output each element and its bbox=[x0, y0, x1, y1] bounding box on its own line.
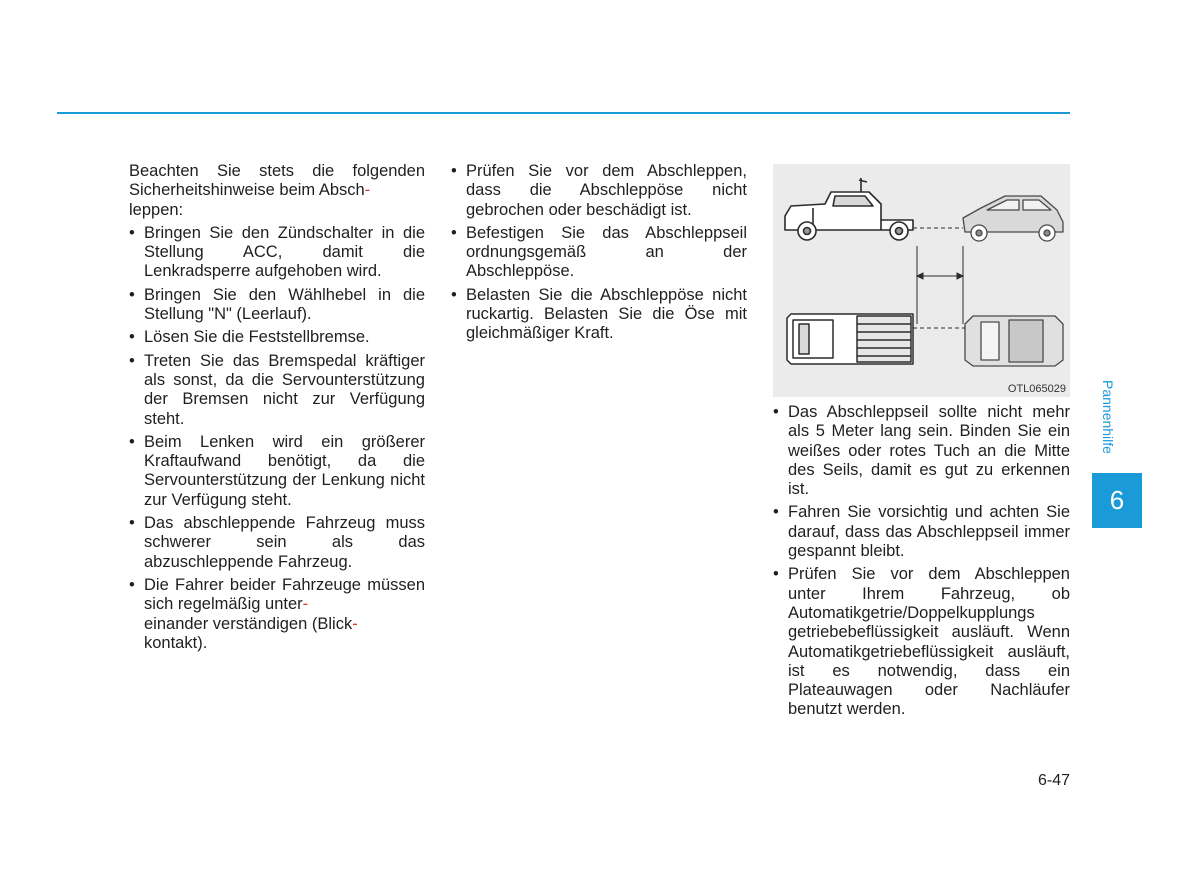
tow-truck-top-view bbox=[787, 314, 913, 364]
list-item: • Prüfen Sie vor dem Abschleppen unter Ihrem Fahrzeug, ob Automatikgetrie/Doppelkupplungs getriebebeflüssigkeit ausläuft. Wenn Automatikgetriebeflüssigkeit ausläuft, ist es notwendig, dass ein Plateauwagen oder Nachläufer benutzt werden. bbox=[773, 565, 1070, 719]
distance-marker bbox=[917, 246, 963, 324]
intro-paragraph: Beachten Sie stets die folgenden Sicherheitshinweise beim Absch- leppen: bbox=[129, 162, 425, 219]
list-item: • Prüfen Sie vor dem Abschleppen, dass die Abschleppöse nicht gebrochen oder beschädigt ist. bbox=[451, 162, 747, 220]
column-left bbox=[129, 162, 425, 657]
header-rule bbox=[57, 112, 1070, 114]
chapter-tab: 6 bbox=[1092, 473, 1142, 528]
list-item: • Belasten Sie die Abschleppöse nicht ruckartig. Belasten Sie die Öse mit gleichmäßiger Kraft. bbox=[451, 286, 747, 344]
column-middle bbox=[451, 162, 747, 348]
list-item: • Das abschleppende Fahrzeug muss schwerer sein als das abzuschleppende Fahrzeug. bbox=[129, 514, 425, 572]
page-number: 6-47 bbox=[1037, 772, 1070, 789]
safety-list bbox=[129, 224, 425, 653]
list-item: • Die Fahrer beider Fahrzeuge müssen sich regelmäßig unter- einander verständigen (Blick- kontakt). bbox=[129, 576, 425, 653]
tow-truck-side-view bbox=[785, 178, 913, 240]
list-item: • Befestigen Sie das Abschleppseil ordnungsgemäß an der Abschleppöse. bbox=[451, 224, 747, 282]
rope-list bbox=[773, 403, 1070, 720]
list-item: • Treten Sie das Bremspedal kräftiger als sonst, da die Servounterstützung der Bremsen nicht zur Verfügung steht. bbox=[129, 352, 425, 429]
towed-suv-top-view bbox=[965, 316, 1063, 366]
column-right bbox=[773, 403, 1070, 724]
towing-illustration bbox=[773, 164, 1070, 397]
towing-eye-list bbox=[451, 162, 747, 344]
section-label: Pannenhilfe bbox=[1100, 380, 1116, 454]
list-item: • Fahren Sie vorsichtig und achten Sie darauf, dass das Abschleppseil immer gespannt bleibt. bbox=[773, 503, 1070, 561]
towing-diagram bbox=[773, 164, 1070, 397]
list-item: • Lösen Sie die Feststellbremse. bbox=[129, 328, 425, 347]
figure-code: OTL065029 bbox=[1007, 383, 1066, 395]
list-item: • Beim Lenken wird ein größerer Kraftaufwand benötigt, da die Servounterstützung der Lenkung nicht zur Verfügung steht. bbox=[129, 433, 425, 510]
list-item: • Bringen Sie den Wählhebel in die Stellung "N" (Leerlauf). bbox=[129, 286, 425, 325]
list-item: • Das Abschleppseil sollte nicht mehr als 5 Meter lang sein. Binden Sie ein weißes oder rotes Tuch an die Mitte des Seils, damit es gut zu erkennen ist. bbox=[773, 403, 1070, 499]
list-item: • Bringen Sie den Zündschalter in die Stellung ACC, damit die Lenkradsperre aufgehoben wird. bbox=[129, 224, 425, 282]
towed-suv-side-view bbox=[963, 196, 1063, 241]
